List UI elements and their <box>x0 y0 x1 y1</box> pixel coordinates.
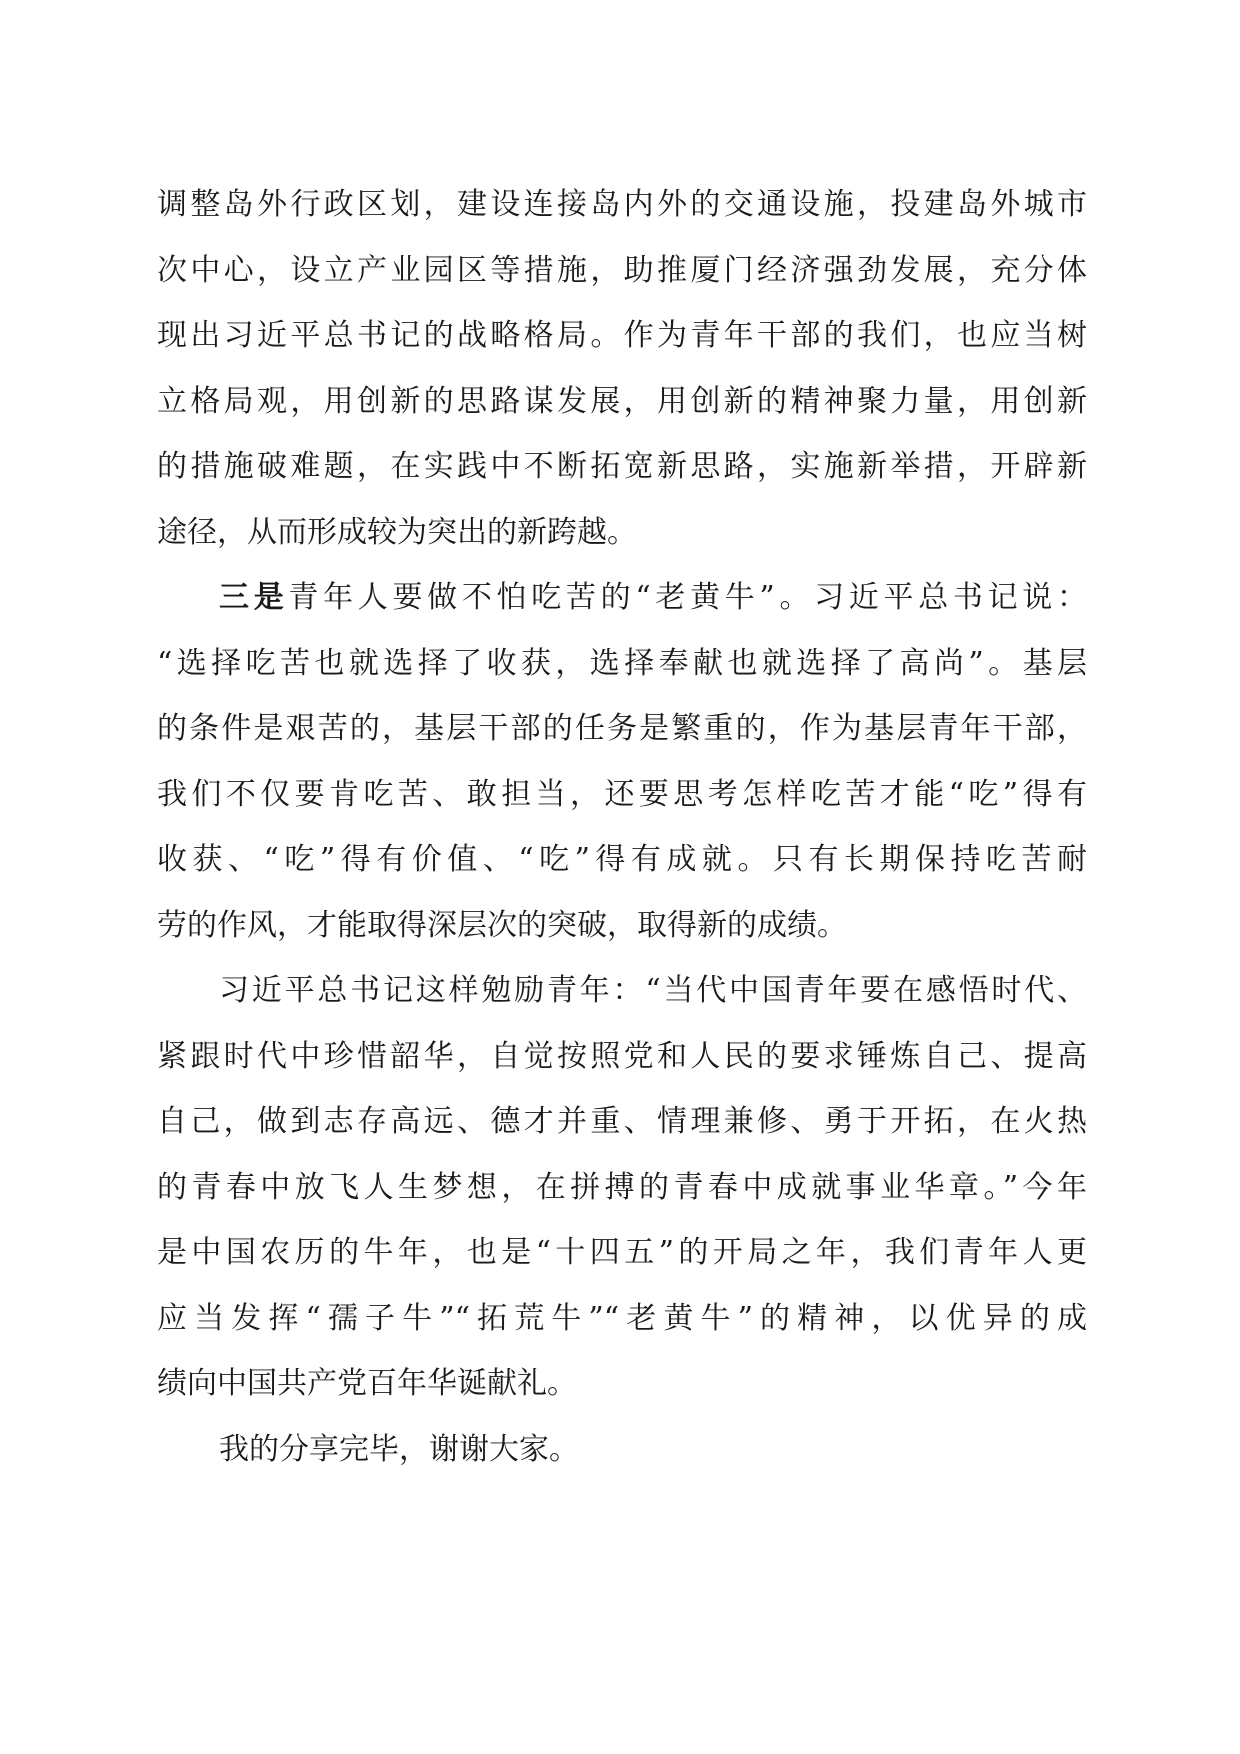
text-line: 的措施破难题，在实践中不断拓宽新思路，实施新举措，开辟新 <box>157 449 1087 484</box>
text-line: 收获、“吃”得有价值、“吃”得有成就。只有长期保持吃苦耐 <box>157 842 1087 877</box>
text-line: 立格局观，用创新的思路谋发展，用创新的精神聚力量，用创新 <box>157 383 1087 419</box>
text-line: 现出习近平总书记的战略格局。作为青年干部的我们，也应当树 <box>157 318 1087 353</box>
paragraph-encouragement <box>157 958 1087 1417</box>
text-line: 次中心，设立产业园区等措施，助推厦门经济强劲发展，充分体 <box>157 252 1087 288</box>
text-line: 习近平总书记这样勉励青年：“当代中国青年要在感悟时代、 <box>219 973 1087 1008</box>
text-line: 绩向中国共产党百年华诞献礼。 <box>157 1366 577 1401</box>
text-line-lead <box>157 565 1087 631</box>
text-line: 途径，从而形成较为突出的新跨越。 <box>157 514 637 550</box>
point-label: 三是 <box>219 580 289 615</box>
closing-line: 我的分享完毕，谢谢大家。 <box>219 1431 579 1467</box>
text-line: 劳的作风，才能取得深层次的突破，取得新的成绩。 <box>157 907 847 943</box>
text-line: 我们不仅要肯吃苦、敢担当，还要思考怎样吃苦才能“吃”得有 <box>157 776 1087 812</box>
text-line: 应当发挥“孺子牛”“拓荒牛”“老黄牛”的精神，以优异的成 <box>157 1300 1087 1336</box>
text-line: 调整岛外行政区划，建设连接岛内外的交通设施，投建岛外城市 <box>157 187 1087 222</box>
text-line: 是中国农历的牛年，也是“十四五”的开局之年，我们青年人更 <box>157 1235 1087 1270</box>
document-body <box>157 172 1087 1482</box>
paragraph-third-point <box>157 565 1087 958</box>
paragraph-closing <box>157 1417 1087 1483</box>
text-line: 的青春中放飞人生梦想，在拼搏的青春中成就事业华章。”今年 <box>157 1169 1087 1205</box>
text-line: “选择吃苦也就选择了收获，选择奉献也就选择了高尚”。基层 <box>157 645 1087 681</box>
text-line: 自己，做到志存高远、德才并重、情理兼修、勇于开拓，在火热 <box>157 1104 1087 1139</box>
text-line: 紧跟时代中珍惜韶华，自觉按照党和人民的要求锤炼自己、提高 <box>157 1038 1087 1074</box>
paragraph-strategy <box>157 172 1087 565</box>
text-line: 的条件是艰苦的，基层干部的任务是繁重的，作为基层青年干部， <box>157 711 1087 746</box>
point-text: 青年人要做不怕吃苦的“老黄牛”。习近平总书记说： <box>288 580 1087 615</box>
